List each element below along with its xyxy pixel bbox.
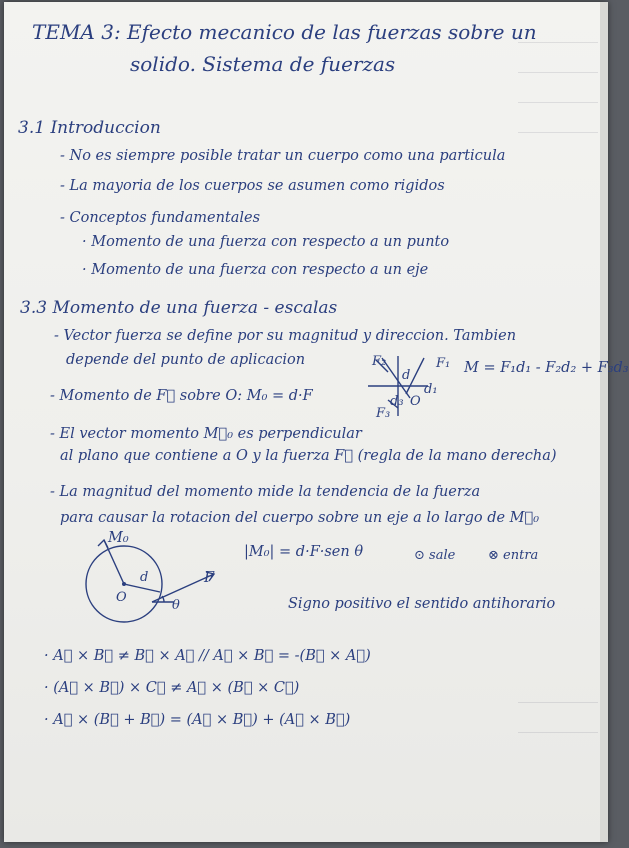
section-heading-3-1: 3.1 Introduccion: [18, 118, 161, 138]
bleed-through-line: [518, 702, 598, 715]
distance-label-d3: d₃: [390, 394, 404, 409]
bleed-through-line: [518, 732, 598, 745]
moment-vector-label: M₀: [108, 530, 129, 546]
section-line: - El vector momento M⃗₀ es perpendicular: [50, 426, 362, 442]
force-label-f: F: [204, 570, 215, 586]
direction-in-label: ⊗ entra: [488, 548, 539, 563]
section-line: · Momento de una fuerza con respecto a un eje: [82, 262, 429, 278]
angle-label-theta: θ: [172, 598, 180, 613]
section-line: - La mayoria de los cuerpos se asumen como rigidos: [60, 178, 445, 194]
force-label-f3: F₃: [376, 406, 391, 421]
page-title: TEMA 3: Efecto mecanico de las fuerzas sobre un: [32, 20, 537, 44]
force-label-f1: F₁: [436, 356, 451, 371]
bleed-through-line: [518, 72, 598, 85]
section-line: · Momento de una fuerza con respecto a un punto: [82, 234, 450, 250]
sign-convention: Signo positivo el sentido antihorario: [288, 596, 556, 612]
section-line: para causar la rotacion del cuerpo sobre un eje a lo largo de M⃗₀: [60, 510, 540, 526]
bleed-through-line: [518, 102, 598, 115]
section-line: - Momento de F⃗ sobre O: M₀ = d·F: [50, 388, 313, 404]
origin-label-o: O: [116, 590, 127, 605]
formula-line: · A⃗ × B⃗ ≠ B⃗ × A⃗ // A⃗ × B⃗ = -(B⃗ × A⃗): [44, 648, 371, 664]
section-line: - Vector fuerza se define por su magnitud y direccion. Tambien: [54, 328, 517, 344]
section-line: - Conceptos fundamentales: [60, 210, 261, 226]
force-label-f2: F₂: [372, 354, 387, 369]
page-subtitle: solido. Sistema de fuerzas: [130, 52, 396, 76]
distance-label-d: d: [402, 368, 411, 383]
section-line: - La magnitud del momento mide la tendencia de la fuerza: [50, 484, 481, 500]
moment-equation: M = F₁d₁ - F₂d₂ + F₃d₃: [464, 360, 629, 376]
section-line: depende del punto de aplicacion: [66, 352, 306, 368]
formula-line: · A⃗ × (B⃗ + B⃗) = (A⃗ × B⃗) + (A⃗ × B⃗): [44, 712, 351, 728]
page-edge: [600, 2, 608, 842]
notebook-page: [4, 2, 629, 842]
moment-magnitude: |M₀| = d·F·sen θ: [244, 544, 364, 560]
section-line: al plano que contiene a O y la fuerza F⃗ (regla de la mano derecha): [60, 448, 557, 464]
moment-circle-diagram: [84, 532, 244, 632]
distance-label-d: d: [140, 570, 149, 585]
formula-line: · (A⃗ × B⃗) × C⃗ ≠ A⃗ × (B⃗ × C⃗): [44, 680, 300, 696]
origin-label-o: O: [410, 394, 421, 409]
section-line: - No es siempre posible tratar un cuerpo como una particula: [60, 148, 506, 164]
section-heading-3-3: 3.3 Momento de una fuerza - escalas: [20, 298, 338, 318]
direction-out-label: ⊙ sale: [414, 548, 456, 563]
distance-label-d1: d₁: [424, 382, 438, 397]
bleed-through-line: [518, 132, 598, 145]
